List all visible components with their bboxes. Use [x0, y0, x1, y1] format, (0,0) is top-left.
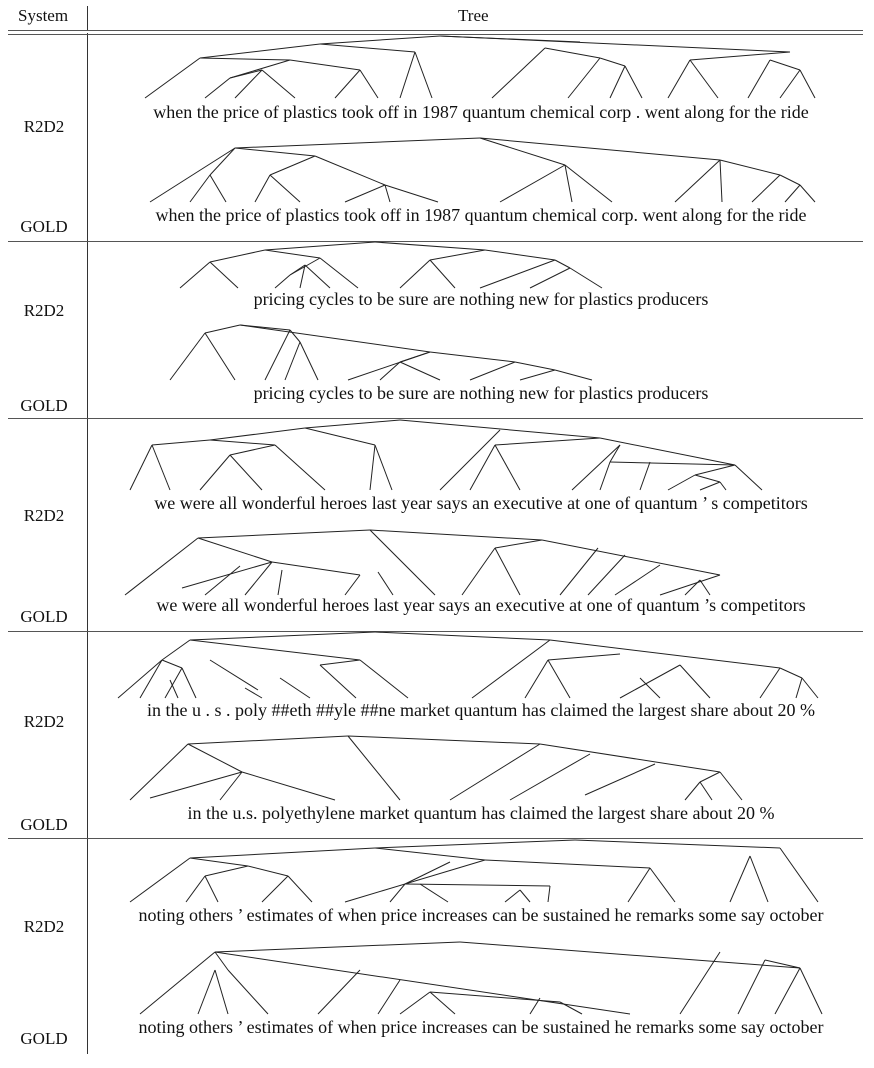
system-label-r2d2: R2D2	[23, 117, 65, 136]
sentence-gold: in the u.s. polyethylene market quantum has claimed the largest share about 20 %	[187, 803, 775, 823]
tree-gold-3	[125, 530, 720, 595]
header-system: System	[18, 6, 69, 25]
tree-r2d2-5	[130, 840, 818, 902]
tree-r2d2-3	[130, 420, 762, 490]
sentence-r2d2: we were all wonderful heroes last year says an executive at one of quantum ’ s competitors	[154, 493, 808, 513]
system-label-gold: GOLD	[20, 607, 68, 626]
tree-r2d2-1	[145, 36, 815, 98]
system-label-gold: GOLD	[20, 396, 68, 415]
sentence-r2d2: noting others ’ estimates of when price increases can be sustained he remarks some say october	[138, 905, 824, 925]
sentence-r2d2: in the u . s . poly ##eth ##yle ##ne market quantum has claimed the largest share about 20 %	[146, 700, 815, 720]
sentence-r2d2: when the price of plastics took off in 1987 quantum chemical corp . went along for the ride	[153, 102, 809, 122]
system-label-r2d2: R2D2	[23, 301, 65, 320]
sentence-gold: when the price of plastics took off in 1987 quantum chemical corp. went along for the ride	[155, 205, 807, 225]
system-label-r2d2: R2D2	[23, 917, 65, 936]
sentence-gold: pricing cycles to be sure are nothing new for plastics producers	[253, 383, 709, 403]
tree-gold-2	[170, 325, 592, 380]
header-tree: Tree	[458, 6, 489, 25]
tree-gold-1	[150, 138, 815, 202]
system-label-gold: GOLD	[20, 1029, 68, 1048]
system-label-gold: GOLD	[20, 217, 68, 236]
tree-gold-4	[130, 736, 742, 800]
tree-gold-5	[140, 942, 822, 1014]
system-label-r2d2: R2D2	[23, 712, 65, 731]
system-label-gold: GOLD	[20, 815, 68, 834]
tree-r2d2-4	[118, 632, 818, 698]
sentence-gold: noting others ’ estimates of when price increases can be sustained he remarks some say october	[138, 1017, 824, 1037]
system-label-r2d2: R2D2	[23, 506, 65, 525]
sentence-r2d2: pricing cycles to be sure are nothing new for plastics producers	[253, 289, 709, 309]
sentence-gold: we were all wonderful heroes last year says an executive at one of quantum ’s competitors	[156, 595, 806, 615]
tree-r2d2-2	[180, 242, 602, 288]
